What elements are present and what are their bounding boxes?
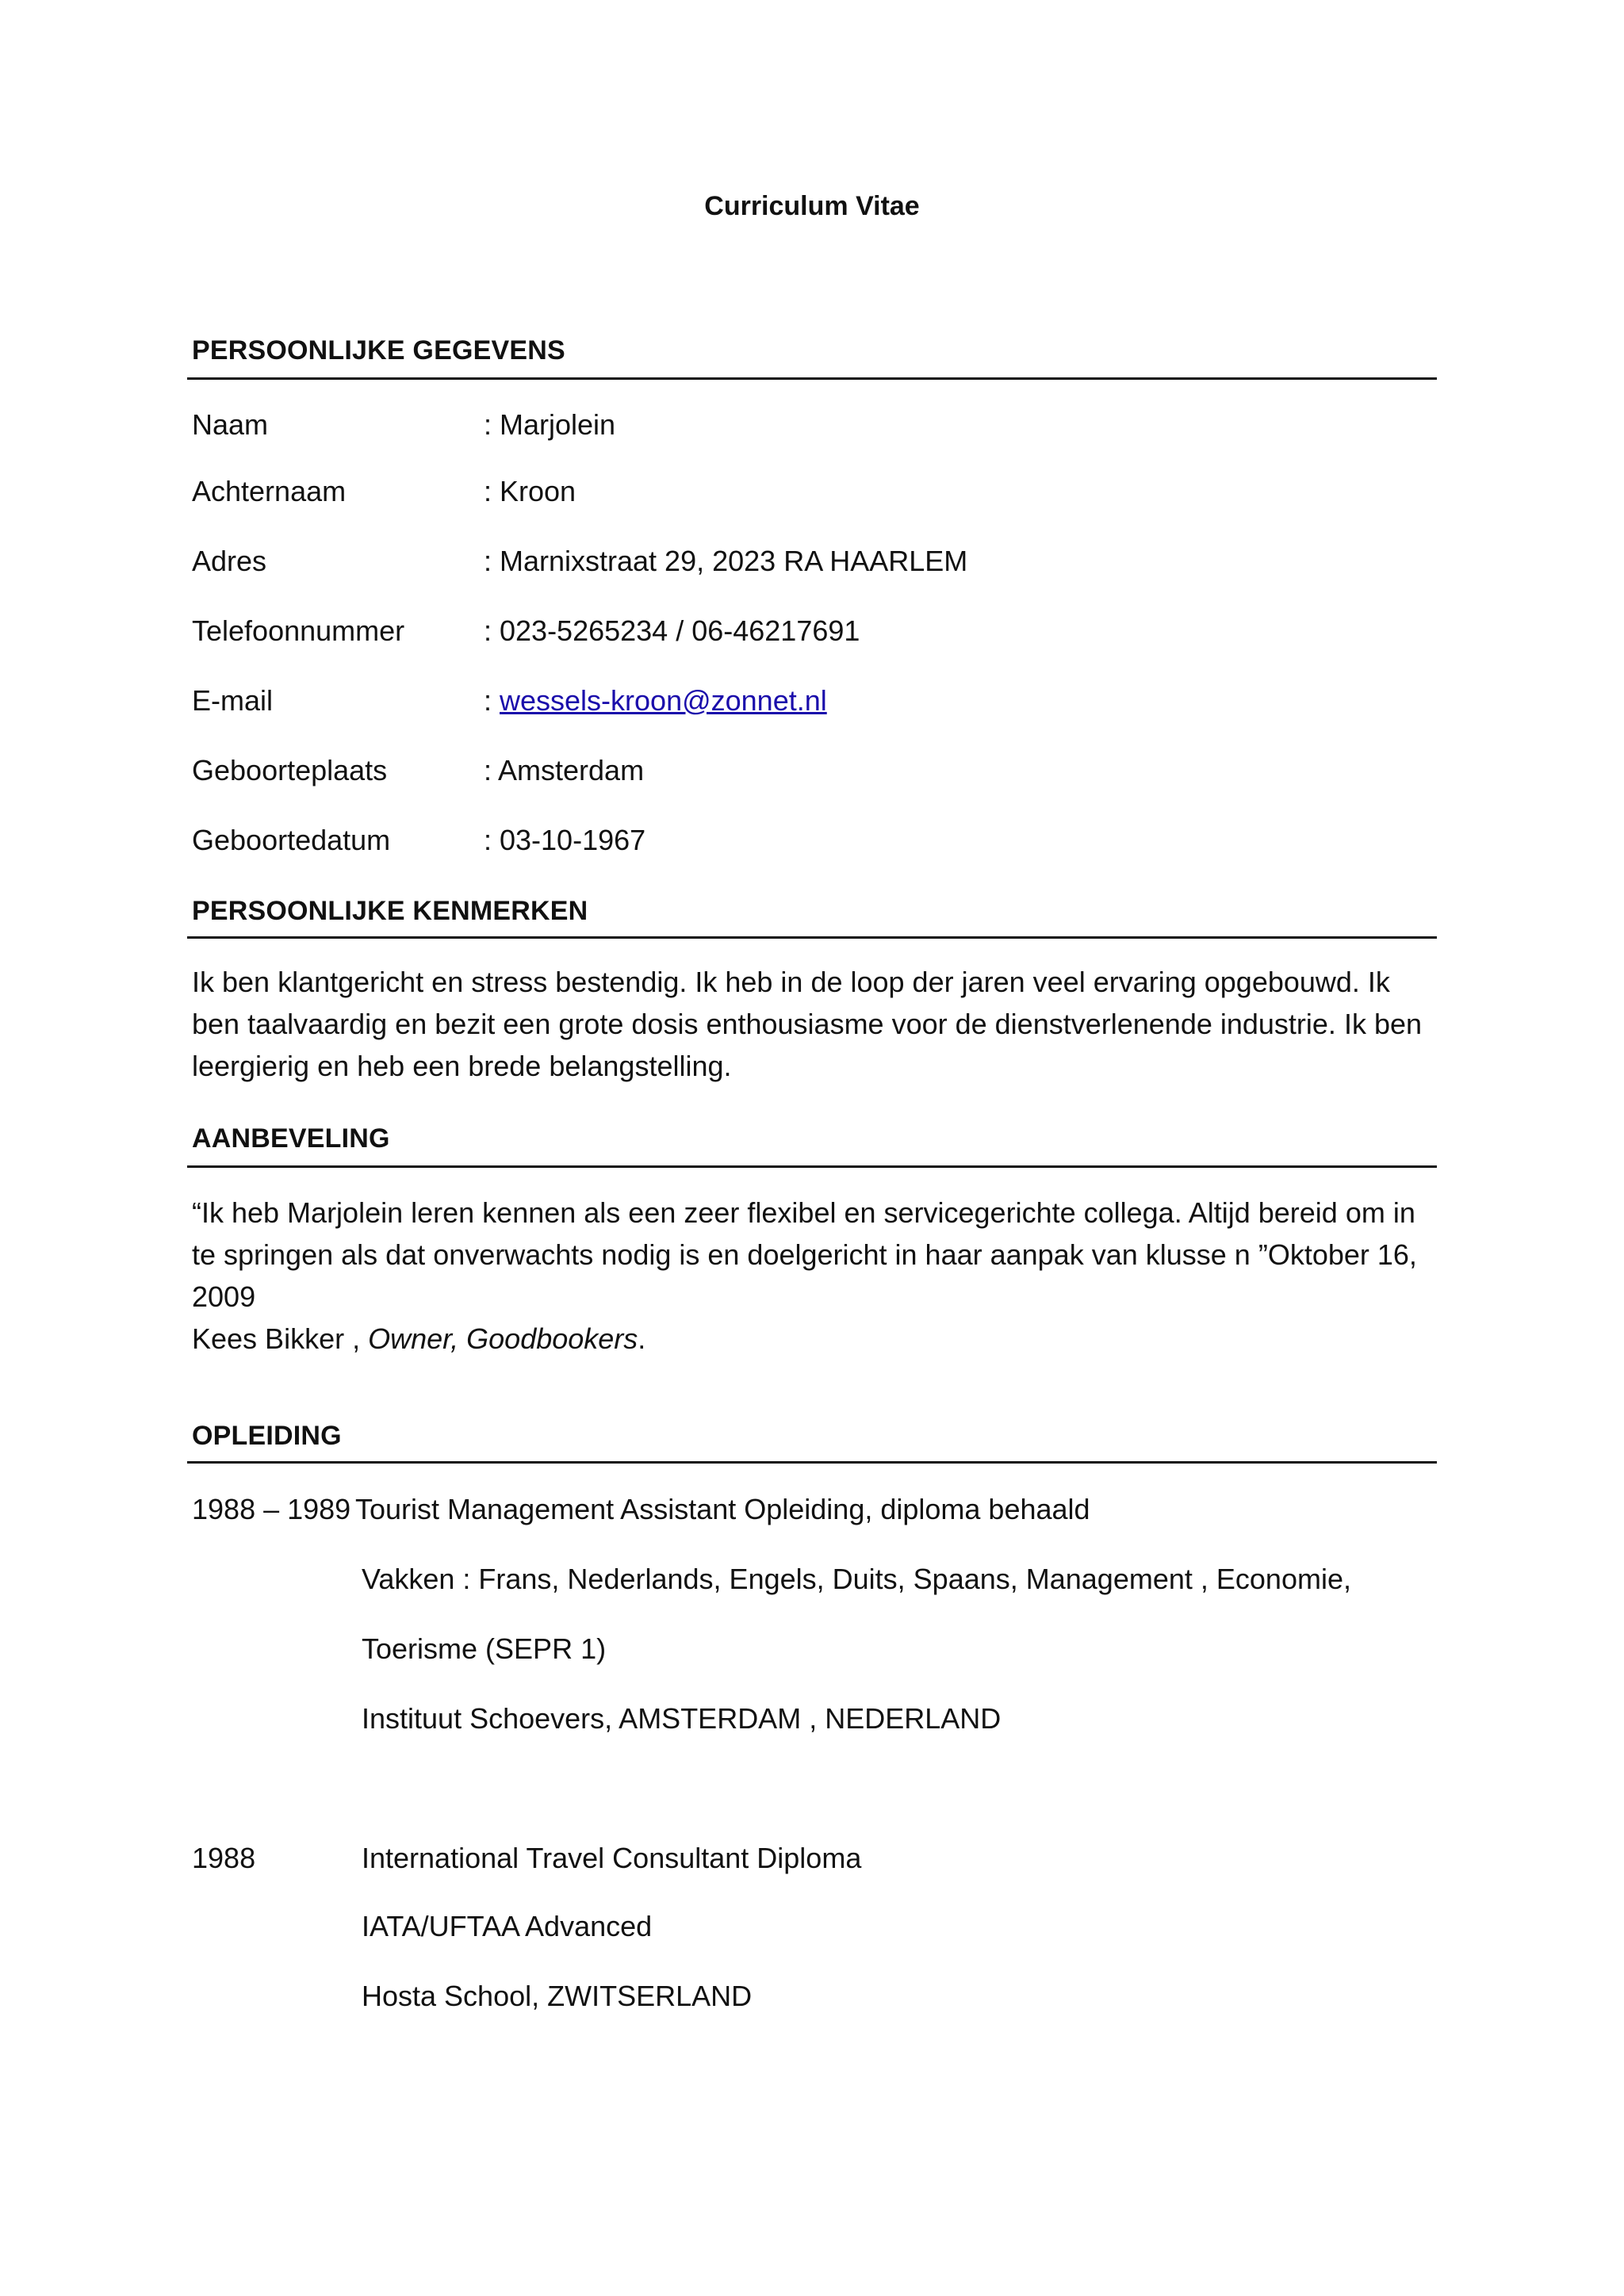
email-prefix: :	[484, 684, 500, 717]
value-birthplace: : Amsterdam	[484, 754, 645, 786]
value-first-name: : Marjolein	[484, 408, 616, 441]
education-detail: Toerisme (SEPR 1)	[362, 1632, 607, 1665]
value-email	[484, 683, 827, 718]
recommendation-author-role: Owner, Goodbookers	[368, 1322, 638, 1355]
section-heading-personal-traits: PERSOONLIJKE KENMERKEN	[192, 896, 588, 926]
label-first-name: Naam	[192, 408, 269, 441]
section-heading-recommendation: AANBEVELING	[192, 1123, 390, 1154]
value-address: : Marnixstraat 29, 2023 RA HAARLEM	[484, 545, 968, 577]
education-institution: Hosta School, ZWITSERLAND	[362, 1980, 753, 2012]
education-institution: Instituut Schoevers, AMSTERDAM , NEDERLAND	[362, 1702, 1002, 1735]
section-heading-education: OPLEIDING	[192, 1421, 342, 1451]
education-years: 1988	[192, 1842, 256, 1874]
label-phone: Telefoonnummer	[192, 614, 405, 647]
section-divider	[187, 936, 1437, 939]
recommendation-author: Kees Bikker ,	[192, 1322, 369, 1355]
education-title: Tourist Management Assistant Opleiding, diploma behaald	[355, 1493, 1090, 1525]
education-detail: Vakken : Frans, Nederlands, Engels, Duits, Spaans, Management , Economie,	[362, 1563, 1351, 1595]
value-phone: : 023-5265234 / 06-46217691	[484, 614, 860, 647]
education-title: International Travel Consultant Diploma	[362, 1842, 862, 1874]
recommendation-end: .	[638, 1322, 646, 1355]
education-years: 1988 – 1989	[192, 1493, 351, 1525]
value-last-name: : Kroon	[484, 475, 576, 507]
education-detail: IATA/UFTAA Advanced	[362, 1910, 653, 1942]
recommendation-quote	[192, 1192, 1445, 1360]
label-birthplace: Geboorteplaats	[192, 754, 388, 786]
label-birthdate: Geboortedatum	[192, 824, 391, 856]
section-heading-personal-details: PERSOONLIJKE GEGEVENS	[192, 335, 565, 365]
section-divider	[187, 1461, 1437, 1464]
label-last-name: Achternaam	[192, 475, 347, 507]
document-title: Curriculum Vitae	[704, 191, 920, 221]
traits-paragraph: Ik ben klantgericht en stress bestendig. Ik heb in de loop der jaren veel ervaring opgebouwd. Ik ben taalvaardig en bezit een grote dosis enthousiasme voor de dienstverlenende industrie. Ik ben leergierig en heb een brede belangstelling.	[192, 966, 1423, 1082]
label-email: E-mail	[192, 684, 274, 717]
section-divider	[187, 1165, 1437, 1168]
email-link[interactable]: wessels-kroon@zonnet.nl	[500, 684, 827, 717]
value-birthdate: : 03-10-1967	[484, 824, 646, 856]
label-address: Adres	[192, 545, 267, 577]
recommendation-text: “Ik heb Marjolein leren kennen als een zeer flexibel en servicegerichte collega. Altijd bereid om in te springen als dat onverwachts nodig is en doelgericht in haar aanpak van klusse n ”Oktober 16, 2009	[192, 1196, 1417, 1313]
section-divider	[187, 377, 1437, 380]
